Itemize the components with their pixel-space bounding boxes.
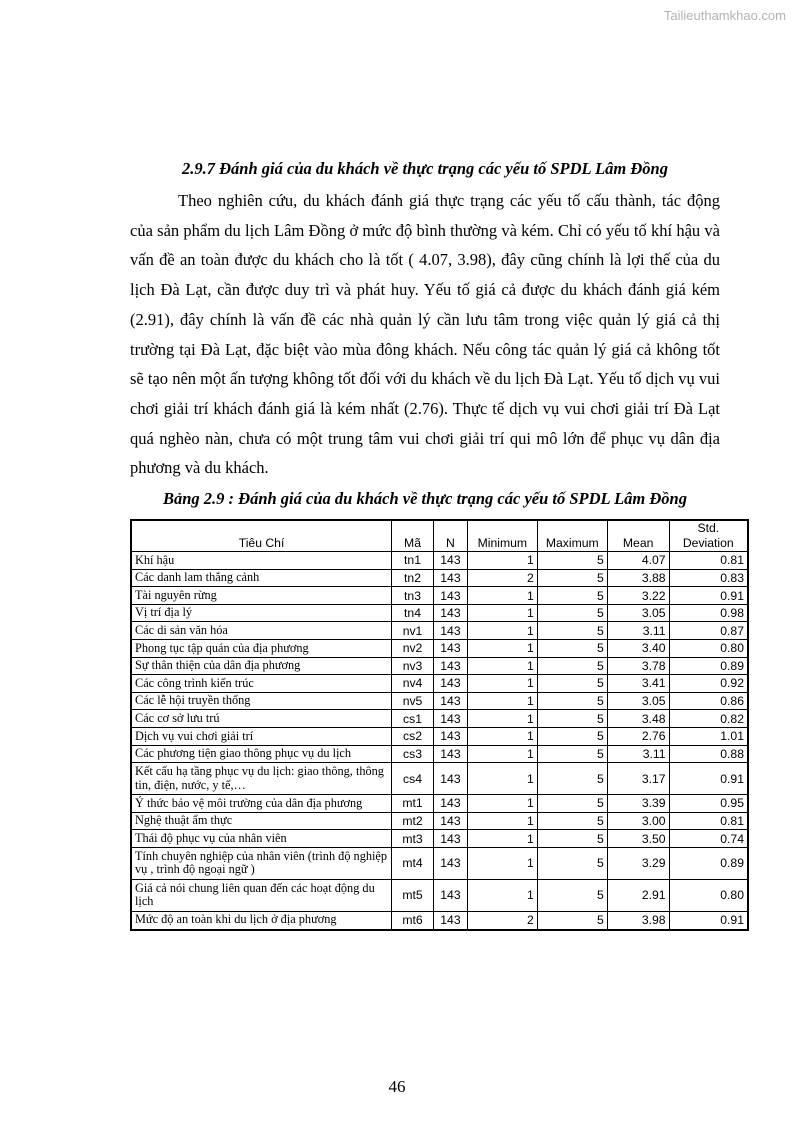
cell-n: 143 <box>433 879 467 911</box>
cell-maximum: 5 <box>537 727 607 745</box>
cell-std-deviation: 0.95 <box>669 795 748 813</box>
cell-mean: 3.29 <box>607 847 669 879</box>
cell-n: 143 <box>433 763 467 795</box>
table-body <box>131 552 748 930</box>
cell-code: cs3 <box>392 745 434 763</box>
cell-mean: 3.78 <box>607 657 669 675</box>
cell-n: 143 <box>433 911 467 929</box>
cell-mean: 3.41 <box>607 675 669 693</box>
cell-minimum: 1 <box>467 710 537 728</box>
cell-mean: 3.05 <box>607 604 669 622</box>
cell-code: mt1 <box>392 795 434 813</box>
cell-maximum: 5 <box>537 830 607 848</box>
header-std-line2: Deviation <box>682 536 734 551</box>
page-number: 46 <box>388 1077 406 1096</box>
cell-mean: 3.48 <box>607 710 669 728</box>
header-std-deviation <box>669 520 748 552</box>
cell-std-deviation: 0.80 <box>669 640 748 658</box>
cell-code: tn4 <box>392 604 434 622</box>
header-code: Mã <box>392 520 434 552</box>
cell-std-deviation: 0.81 <box>669 812 748 830</box>
cell-std-deviation: 0.74 <box>669 830 748 848</box>
table-row <box>131 830 748 848</box>
cell-criteria: Các cơ sở lưu trú <box>131 710 392 728</box>
table-row <box>131 587 748 605</box>
cell-minimum: 1 <box>467 763 537 795</box>
table-row <box>131 604 748 622</box>
cell-maximum: 5 <box>537 552 607 570</box>
cell-n: 143 <box>433 847 467 879</box>
cell-criteria: Các phương tiện giao thông phục vụ du lịch <box>131 745 392 763</box>
cell-code: mt2 <box>392 812 434 830</box>
table-row <box>131 657 748 675</box>
cell-code: nv3 <box>392 657 434 675</box>
cell-std-deviation: 0.89 <box>669 657 748 675</box>
cell-std-deviation: 0.80 <box>669 879 748 911</box>
cell-maximum: 5 <box>537 675 607 693</box>
cell-minimum: 2 <box>467 911 537 929</box>
cell-minimum: 1 <box>467 657 537 675</box>
cell-std-deviation: 0.92 <box>669 675 748 693</box>
table-row <box>131 727 748 745</box>
section-heading: 2.9.7 Đánh giá của du khách về thực trạng các yếu tố SPDL Lâm Đồng <box>182 159 668 178</box>
cell-minimum: 1 <box>467 795 537 813</box>
cell-minimum: 1 <box>467 812 537 830</box>
cell-minimum: 1 <box>467 847 537 879</box>
cell-maximum: 5 <box>537 587 607 605</box>
cell-code: mt3 <box>392 830 434 848</box>
cell-minimum: 1 <box>467 745 537 763</box>
table-row <box>131 879 748 911</box>
cell-maximum: 5 <box>537 640 607 658</box>
cell-criteria: Các lễ hội truyền thống <box>131 692 392 710</box>
table-row <box>131 640 748 658</box>
cell-n: 143 <box>433 692 467 710</box>
cell-std-deviation: 0.81 <box>669 552 748 570</box>
cell-code: cs2 <box>392 727 434 745</box>
cell-std-deviation: 0.83 <box>669 569 748 587</box>
cell-code: nv5 <box>392 692 434 710</box>
cell-criteria: Mức độ an toàn khi du lịch ở địa phương <box>131 911 392 929</box>
cell-minimum: 1 <box>467 692 537 710</box>
cell-n: 143 <box>433 552 467 570</box>
cell-code: nv2 <box>392 640 434 658</box>
cell-criteria: Vị trí địa lý <box>131 604 392 622</box>
cell-std-deviation: 0.82 <box>669 710 748 728</box>
watermark: Tailieuthamkhao.com <box>663 8 786 23</box>
table-row <box>131 745 748 763</box>
cell-maximum: 5 <box>537 911 607 929</box>
cell-criteria: Giá cả nói chung liên quan đến các hoạt động du lịch <box>131 879 392 911</box>
cell-mean: 3.11 <box>607 622 669 640</box>
cell-criteria: Nghệ thuật ẩm thực <box>131 812 392 830</box>
header-n: N <box>433 520 467 552</box>
cell-maximum: 5 <box>537 604 607 622</box>
cell-code: tn3 <box>392 587 434 605</box>
table-row <box>131 569 748 587</box>
cell-std-deviation: 0.89 <box>669 847 748 879</box>
header-criteria: Tiêu Chí <box>131 520 392 552</box>
cell-code: tn1 <box>392 552 434 570</box>
cell-mean: 3.39 <box>607 795 669 813</box>
cell-mean: 3.17 <box>607 763 669 795</box>
cell-mean: 3.98 <box>607 911 669 929</box>
cell-n: 143 <box>433 604 467 622</box>
header-maximum: Maximum <box>537 520 607 552</box>
body-paragraph: Theo nghiên cứu, du khách đánh giá thực trạng các yếu tố cấu thành, tác động của sản phẩm du lịch Lâm Đồng ở mức độ bình thường và kém. Chỉ có yếu tố khí hậu và vấn đề an toàn được du khách cho là tốt ( 4.07, 3.98), đây cũng chính là lợi thế của du lịch Đà Lạt, cần được duy trì và phát huy. Yếu tố giá cả được du khách đánh giá kém (2.91), đây chính là vấn đề các nhà quản lý cần lưu tâm trong việc quản lý giá cả thị trường tại Đà Lạt, đặc biệt vào mùa đông khách. Nếu công tác quản lý giá cả không tốt sẽ tạo nên một ấn tượng không tốt đối với du khách về du lịch Đà Lạt. Yếu tố dịch vụ vui chơi giải trí khách đánh giá là kém nhất (2.76). Thực tế dịch vụ vui chơi giải trí Đà Lạt quá nghèo nàn, chưa có một trung tâm vui chơi giải trí qui mô lớn để phục vụ dân địa phương và du khách. <box>130 191 720 478</box>
cell-criteria: Sự thân thiện của dân địa phương <box>131 657 392 675</box>
cell-criteria: Các di sản văn hóa <box>131 622 392 640</box>
cell-n: 143 <box>433 622 467 640</box>
table-header-row <box>131 520 748 552</box>
cell-code: nv1 <box>392 622 434 640</box>
cell-n: 143 <box>433 657 467 675</box>
page-content <box>130 158 744 931</box>
cell-n: 143 <box>433 745 467 763</box>
cell-minimum: 1 <box>467 552 537 570</box>
cell-criteria: Ý thức bảo vệ môi trường của dân địa phương <box>131 795 392 813</box>
cell-maximum: 5 <box>537 812 607 830</box>
cell-n: 143 <box>433 795 467 813</box>
cell-n: 143 <box>433 830 467 848</box>
header-minimum: Minimum <box>467 520 537 552</box>
cell-code: mt6 <box>392 911 434 929</box>
cell-criteria: Tài nguyên rừng <box>131 587 392 605</box>
cell-std-deviation: 0.88 <box>669 745 748 763</box>
cell-mean: 2.76 <box>607 727 669 745</box>
cell-maximum: 5 <box>537 763 607 795</box>
cell-maximum: 5 <box>537 710 607 728</box>
table-row <box>131 911 748 929</box>
cell-criteria: Tính chuyên nghiệp của nhân viên (trình độ nghiệp vụ , trình độ ngoại ngữ ) <box>131 847 392 879</box>
cell-n: 143 <box>433 727 467 745</box>
cell-std-deviation: 0.98 <box>669 604 748 622</box>
cell-minimum: 1 <box>467 675 537 693</box>
cell-minimum: 1 <box>467 830 537 848</box>
header-std-line1: Std. <box>697 521 720 536</box>
cell-std-deviation: 0.87 <box>669 622 748 640</box>
cell-maximum: 5 <box>537 622 607 640</box>
cell-mean: 4.07 <box>607 552 669 570</box>
cell-criteria: Phong tục tập quán của địa phương <box>131 640 392 658</box>
cell-maximum: 5 <box>537 692 607 710</box>
cell-maximum: 5 <box>537 795 607 813</box>
cell-n: 143 <box>433 640 467 658</box>
cell-std-deviation: 0.91 <box>669 763 748 795</box>
cell-mean: 3.88 <box>607 569 669 587</box>
cell-maximum: 5 <box>537 569 607 587</box>
cell-mean: 3.22 <box>607 587 669 605</box>
cell-n: 143 <box>433 569 467 587</box>
cell-code: cs4 <box>392 763 434 795</box>
cell-criteria: Kết cấu hạ tầng phục vụ du lịch: giao thông, thông tin, điện, nước, y tế,… <box>131 763 392 795</box>
cell-mean: 3.00 <box>607 812 669 830</box>
table-row <box>131 710 748 728</box>
table-row <box>131 847 748 879</box>
cell-mean: 3.05 <box>607 692 669 710</box>
cell-maximum: 5 <box>537 879 607 911</box>
cell-maximum: 5 <box>537 745 607 763</box>
cell-criteria: Các danh lam thắng cảnh <box>131 569 392 587</box>
table-row <box>131 552 748 570</box>
cell-minimum: 1 <box>467 622 537 640</box>
table-row <box>131 795 748 813</box>
cell-n: 143 <box>433 587 467 605</box>
table-caption: Bảng 2.9 : Đánh giá của du khách về thực trạng các yếu tố SPDL Lâm Đồng <box>162 489 687 509</box>
cell-code: nv4 <box>392 675 434 693</box>
table-row <box>131 763 748 795</box>
cell-mean: 3.50 <box>607 830 669 848</box>
cell-code: tn2 <box>392 569 434 587</box>
cell-n: 143 <box>433 675 467 693</box>
cell-std-deviation: 0.91 <box>669 911 748 929</box>
cell-mean: 2.91 <box>607 879 669 911</box>
cell-mean: 3.40 <box>607 640 669 658</box>
cell-code: mt4 <box>392 847 434 879</box>
table-row <box>131 675 748 693</box>
table-row <box>131 622 748 640</box>
cell-std-deviation: 0.91 <box>669 587 748 605</box>
cell-minimum: 1 <box>467 640 537 658</box>
table-row <box>131 812 748 830</box>
cell-minimum: 2 <box>467 569 537 587</box>
cell-std-deviation: 0.86 <box>669 692 748 710</box>
evaluation-table <box>130 519 749 931</box>
cell-criteria: Khí hậu <box>131 552 392 570</box>
cell-code: cs1 <box>392 710 434 728</box>
cell-maximum: 5 <box>537 657 607 675</box>
cell-minimum: 1 <box>467 727 537 745</box>
cell-std-deviation: 1.01 <box>669 727 748 745</box>
cell-minimum: 1 <box>467 587 537 605</box>
cell-criteria: Các công trình kiến trúc <box>131 675 392 693</box>
table-row <box>131 692 748 710</box>
cell-minimum: 1 <box>467 604 537 622</box>
cell-minimum: 1 <box>467 879 537 911</box>
cell-code: mt5 <box>392 879 434 911</box>
cell-criteria: Dịch vụ vui chơi giải trí <box>131 727 392 745</box>
cell-n: 143 <box>433 812 467 830</box>
cell-maximum: 5 <box>537 847 607 879</box>
cell-n: 143 <box>433 710 467 728</box>
cell-criteria: Thái độ phục vụ của nhân viên <box>131 830 392 848</box>
cell-mean: 3.11 <box>607 745 669 763</box>
header-mean: Mean <box>607 520 669 552</box>
